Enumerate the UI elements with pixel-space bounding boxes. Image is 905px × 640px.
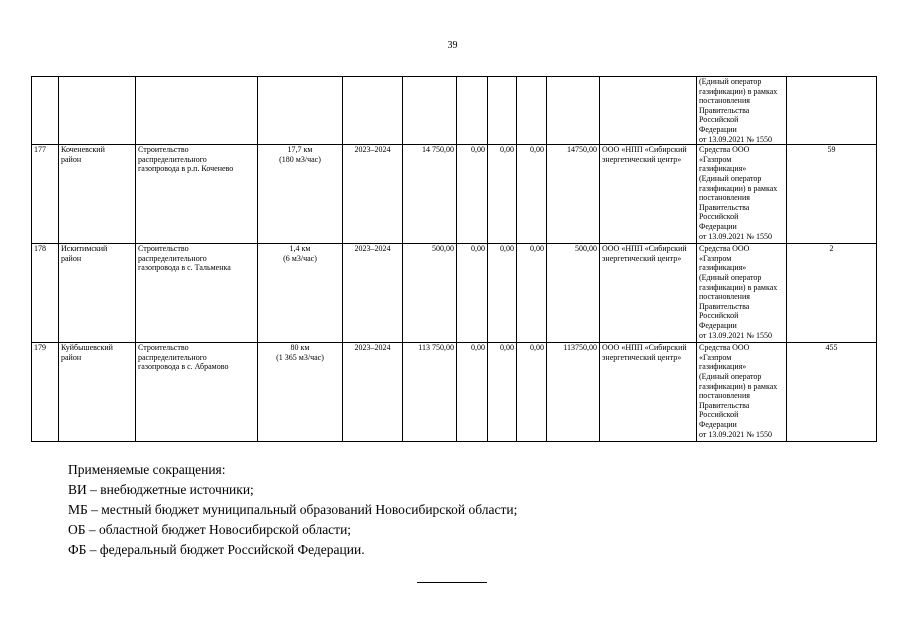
total-cell: 500,00	[403, 244, 457, 343]
ob-cell: 0,00	[488, 145, 517, 244]
object-cell: Строительство распределительного газопровода в с. Тальменка	[136, 244, 258, 343]
vi-cell: 14750,00	[547, 145, 600, 244]
abbreviations-block	[68, 460, 517, 560]
funding-source-cell: Средства ООО «Газпром газификация» (Единый оператор газификации) в рамках постановления Правительства Российской Федерации от 13.09.2021 № 1550	[697, 343, 787, 442]
capacity-cell: 80 км (1 365 м3/час)	[258, 343, 343, 442]
abbreviation-item: МБ – местный бюджет муниципальный образований Новосибирской области;	[68, 502, 518, 517]
row-number: 178	[32, 244, 59, 343]
ob-cell: 0,00	[488, 343, 517, 442]
page-number: 39	[447, 40, 458, 51]
mb-cell: 0,00	[517, 343, 547, 442]
row-number: 177	[32, 145, 59, 244]
funding-source-cell: (Единый оператор газификации) в рамках постановления Правительства Российской Федерации от 13.09.2021 № 1550	[697, 77, 787, 145]
executor-cell: ООО «НПП «Сибирский энергетический центр»	[600, 244, 697, 343]
fb-cell: 0,00	[457, 343, 488, 442]
fb-cell: 0,00	[457, 145, 488, 244]
funding-source-cell: Средства ООО «Газпром газификация» (Единый оператор газификации) в рамках постановления Правительства Российской Федерации от 13.09.2021 № 1550	[697, 244, 787, 343]
count-cell: 2	[787, 244, 877, 343]
abbreviation-item: ОБ – областной бюджет Новосибирской области;	[68, 522, 352, 537]
capacity-cell: 17,7 км (180 м3/час)	[258, 145, 343, 244]
fb-cell: 0,00	[457, 244, 488, 343]
abbreviation-item: ФБ – федеральный бюджет Российской Федерации.	[68, 542, 365, 557]
vi-cell: 500,00	[547, 244, 600, 343]
object-cell: Строительство распределительного газопровода в с. Абрамово	[136, 343, 258, 442]
abbreviations-heading: Применяемые сокращения:	[68, 462, 226, 477]
mb-cell: 0,00	[517, 145, 547, 244]
funding-source-cell: Средства ООО «Газпром газификация» (Единый оператор газификации) в рамках постановления Правительства Российской Федерации от 13.09.2021 № 1550	[697, 145, 787, 244]
projects-table	[31, 76, 877, 442]
vi-cell: 113750,00	[547, 343, 600, 442]
table-row	[32, 244, 877, 343]
end-divider	[417, 582, 487, 583]
period-cell: 2023–2024	[343, 145, 403, 244]
total-cell: 113 750,00	[403, 343, 457, 442]
ob-cell: 0,00	[488, 244, 517, 343]
district-cell: Искитимский район	[59, 244, 136, 343]
table-row	[32, 343, 877, 442]
district-cell: Коченевский район	[59, 145, 136, 244]
count-cell: 59	[787, 145, 877, 244]
abbreviation-item: ВИ – внебюджетные источники;	[68, 482, 254, 497]
object-cell: Строительство распределительного газопровода в р.п. Коченево	[136, 145, 258, 244]
count-cell: 455	[787, 343, 877, 442]
table-row-carryover	[32, 77, 877, 145]
capacity-cell: 1,4 км (6 м3/час)	[258, 244, 343, 343]
period-cell: 2023–2024	[343, 244, 403, 343]
period-cell: 2023–2024	[343, 343, 403, 442]
total-cell: 14 750,00	[403, 145, 457, 244]
district-cell: Куйбышевский район	[59, 343, 136, 442]
table-row	[32, 145, 877, 244]
executor-cell: ООО «НПП «Сибирский энергетический центр»	[600, 145, 697, 244]
mb-cell: 0,00	[517, 244, 547, 343]
row-number: 179	[32, 343, 59, 442]
executor-cell: ООО «НПП «Сибирский энергетический центр»	[600, 343, 697, 442]
